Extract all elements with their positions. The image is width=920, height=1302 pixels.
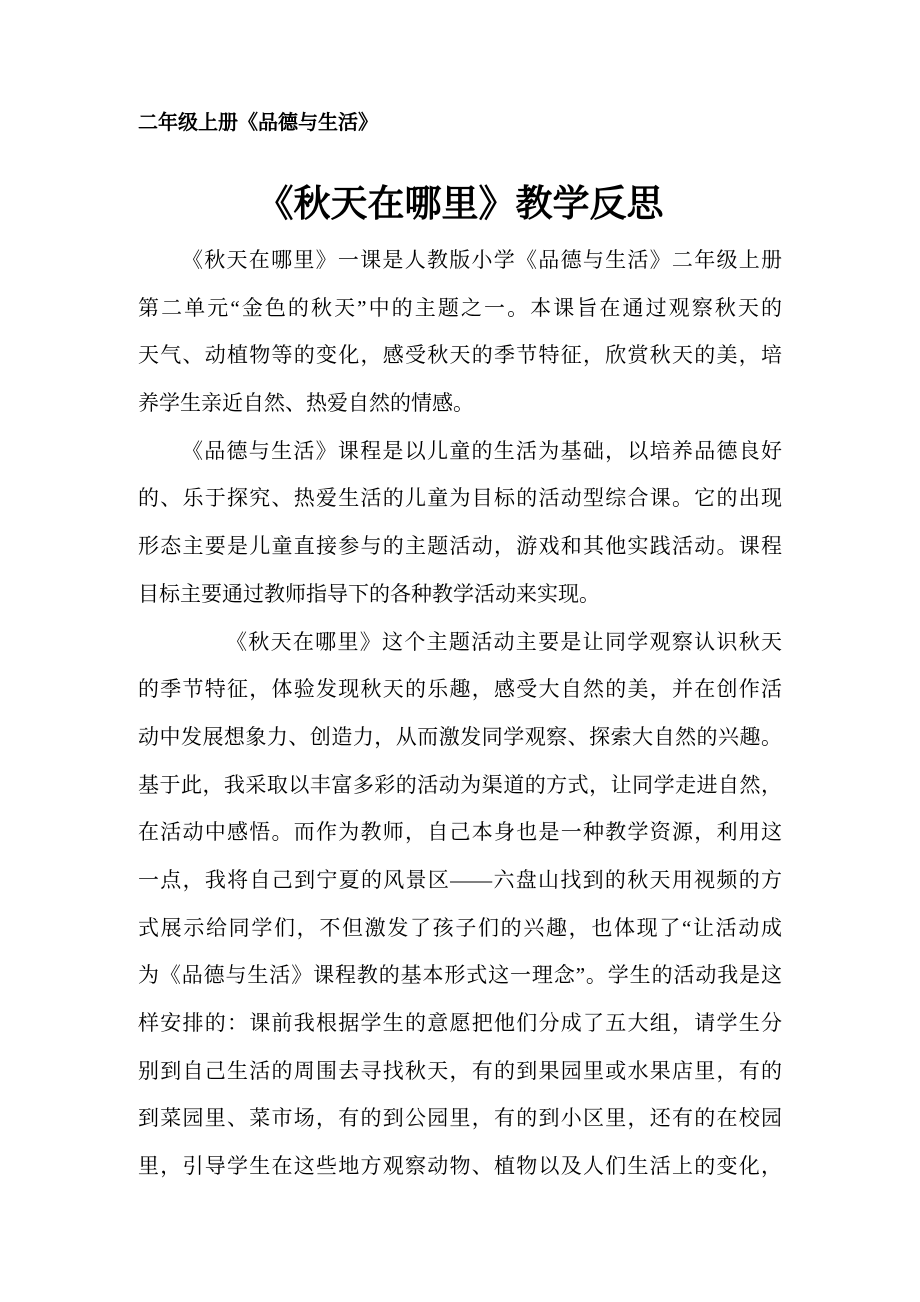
body-line-p2: 《品德与生活》课程是以儿童的生活为基础，以培养品德良好 (182, 438, 782, 463)
body-line-p1: 养学生亲近自然、热爱自然的情感。 (138, 391, 474, 416)
body-line-p3: 式展示给同学们，不但激发了孩子们的兴趣，也体现了“让活动成 (138, 915, 782, 940)
body-line-p3: 的季节特征，体验发现秋天的乐趣，感受大自然的美，并在创作活 (138, 677, 782, 702)
body-line-p3: 别到自己生活的周围去寻找秋天，有的到果园里或水果店里，有的 (138, 1058, 782, 1083)
body-line-p3: 到菜园里、菜市场，有的到公园里，有的到小区里，还有的在校园 (138, 1106, 782, 1131)
body-line-p3: 动中发展想象力、创造力，从而激发同学观察、探索大自然的兴趣。 (138, 724, 782, 749)
body-line-p3: 《秋天在哪里》这个主题活动主要是让同学观察认识秋天 (226, 629, 782, 654)
body-line-p1: 第二单元“金色的秋天”中的主题之一。本课旨在通过观察秋天的 (138, 295, 782, 320)
body-line-p3: 样安排的：课前我根据学生的意愿把他们分成了五大组，请学生分 (138, 1011, 782, 1035)
body-line-p1: 天气、动植物等的变化，感受秋天的季节特征，欣赏秋天的美，培 (138, 343, 782, 368)
body-line-p3: 一点，我将自己到宁夏的风景区——六盘山找到的秋天用视频的方 (138, 867, 782, 892)
document-title: 《秋天在哪里》教学反思 (256, 184, 664, 225)
body-line-p2: 目标主要通过教师指导下的各种教学活动来实现。 (138, 581, 600, 606)
body-line-p2: 形态主要是儿童直接参与的主题活动，游戏和其他实践活动。课程 (138, 534, 782, 559)
document-body (138, 237, 782, 1191)
body-line-p3: 基于此，我采取以丰富多彩的活动为渠道的方式，让同学走进自然， (138, 772, 782, 797)
body-line-p1: 《秋天在哪里》一课是人教版小学《品德与生活》二年级上册 (182, 248, 782, 272)
document-header: 二年级上册《品德与生活》 (138, 112, 378, 134)
body-line-p2: 的、乐于探究、热爱生活的儿童为目标的活动型综合课。它的出现 (138, 486, 782, 511)
body-line-p3: 在活动中感悟。而作为教师，自己本身也是一种教学资源，利用这 (138, 820, 782, 845)
body-line-p3: 为《品德与生活》课程教的基本形式这一理念”。学生的活动我是这 (138, 963, 782, 988)
body-line-p3: 里，引导学生在这些地方观察动物、植物以及人们生活上的变化， (138, 1154, 782, 1179)
